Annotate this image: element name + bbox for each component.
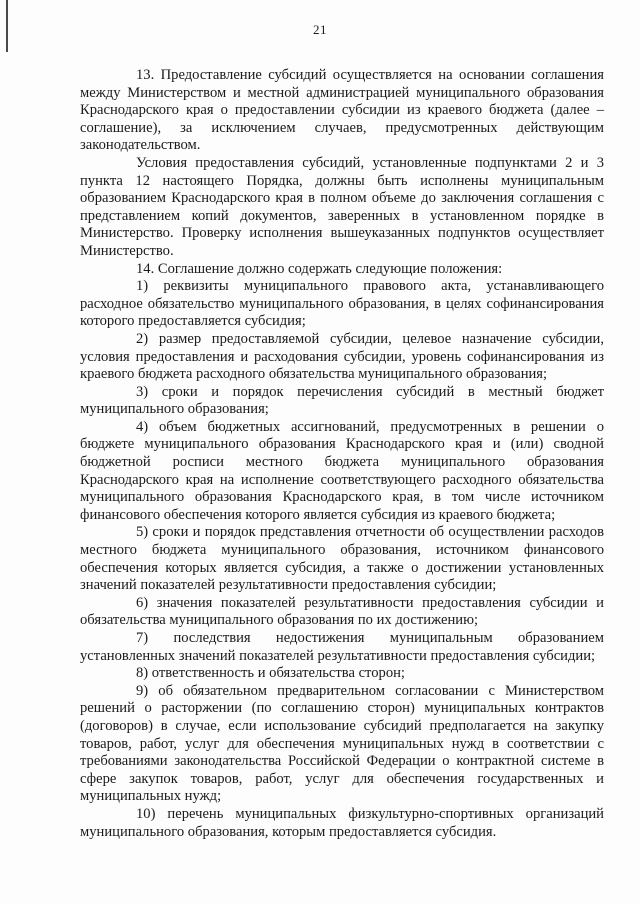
list-item-4: 4) объем бюджетных ассигнований, предусмотренных в решении о бюджете муниципального образования Краснодарского края и (или) сводной бюджетной росписи местного бюджета муниципального образования Краснодарского края на исполнение соответствующего расходного обязательства муниципального образования Краснодарского края, в том числе источником финансового обеспечения которого является субсидия из краевого бюджета; <box>80 418 604 523</box>
paragraph-13: 13. Предоставление субсидий осуществляется на основании соглашения между Министерством и местной администрацией муниципального образования Краснодарского края о предоставлении субсидии из краевого бюджета (далее – соглашение), за исключением случаев, предусмотренных действующим законодательством. <box>80 67 604 154</box>
list-item-3: 3) сроки и порядок перечисления субсидий в местный бюджет муниципального образования; <box>80 383 604 418</box>
page-number: 21 <box>313 22 327 37</box>
list-item-1: 1) реквизиты муниципального правового акта, устанавливающего расходное обязательство муниципального образования, в целях софинансирования которого предоставляется субсидия; <box>80 278 604 330</box>
list-item-7: 7) последствия недостижения муниципальным образованием установленных значений показателей результативности предоставления субсидии; <box>80 630 604 664</box>
list-item-6: 6) значения показателей результативности предоставления субсидии и обязательства муниципального образования по их достижению; <box>80 594 604 629</box>
list-item-5: 5) сроки и порядок представления отчетности об осуществлении расходов местного бюджета муниципального образования, источником финансового обеспечения которых является субсидия, а также о достижении установленных значений показателей результативности предоставления субсидии; <box>80 524 604 594</box>
list-item-2: 2) размер предоставляемой субсидии, целевое назначение субсидии, условия предоставления и расходования субсидии, уровень софинансирования из краевого бюджета расходного обязательства муниципального образования; <box>80 330 604 383</box>
document-body <box>80 60 604 841</box>
list-item-8: 8) ответственность и обязательства сторон; <box>136 665 405 682</box>
paragraph-conditions: Условия предоставления субсидий, установленные подпунктами 2 и 3 пункта 12 настоящего Порядка, должны быть исполнены муниципальным образованием Краснодарского края в полном объеме до заключения соглашения с представлением копий документов, заверенных в установленном порядке в Министерство. Проверку исполнения вышеуказанных подпунктов осуществляет Министерство. <box>80 154 604 259</box>
list-item-10: 10) перечень муниципальных физкультурно-спортивных организаций муниципального образования, которым предоставляется субсидия. <box>80 805 604 840</box>
list-item-9: 9) об обязательном предварительном согласовании с Министерством решений о расторжении (по соглашению сторон) муниципальных контрактов (договоров) в случае, если использование субсидий предполагается на закупку товаров, работ, услуг для обеспечения муниципальных нужд в соответствии с требованиями законодательства Российской Федерации о контрактной системе в сфере закупок товаров, работ, услуг для обеспечения государственных и муниципальных нужд; <box>80 682 604 805</box>
paragraph-14: 14. Соглашение должно содержать следующие положения: <box>136 260 503 277</box>
